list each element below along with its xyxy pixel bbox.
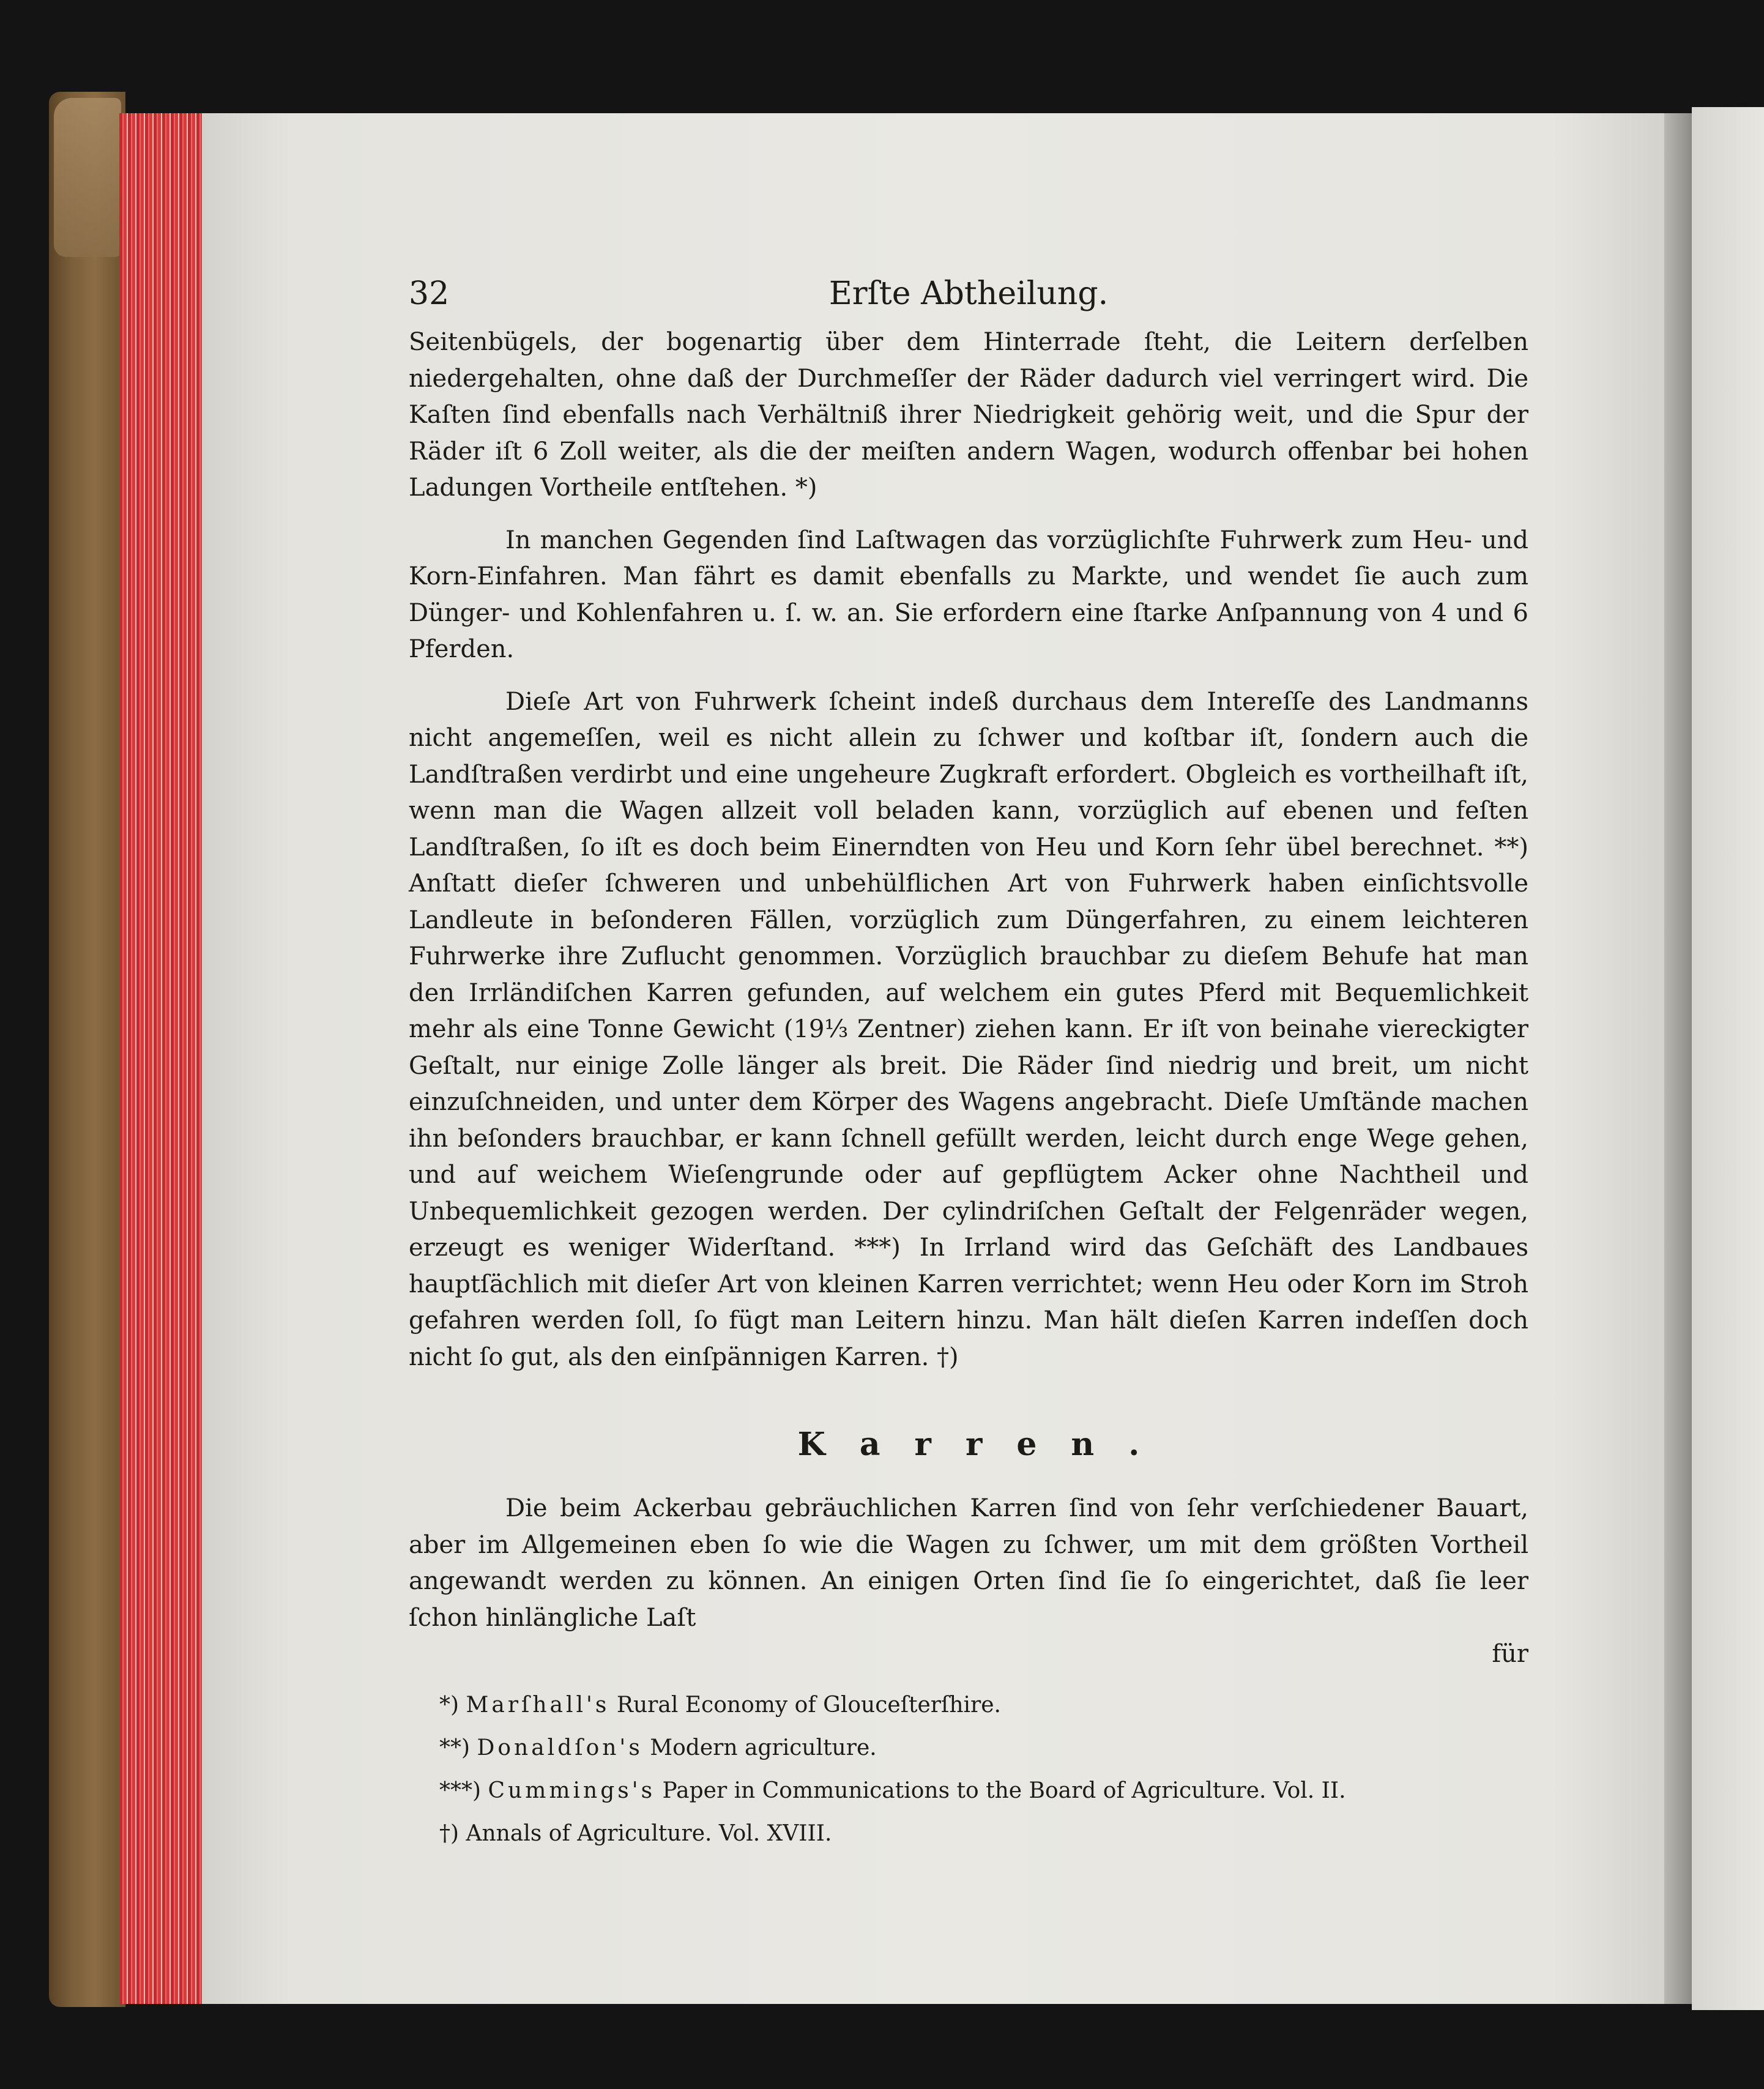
footnote-text: Paper in Communications to the Board of Agriculture. Vol. II. (662, 1778, 1346, 1803)
footnote-2 (439, 1727, 1528, 1770)
running-head: Erſte Abtheilung. (828, 275, 1109, 312)
footnote-mark: ***) (439, 1778, 482, 1803)
book-cover (49, 92, 125, 2007)
footnote-mark: **) (439, 1735, 471, 1760)
footnote-4 (439, 1812, 1528, 1855)
paragraph-2: In manchen Gegenden ſind Laſtwagen das vorzüglichſte Fuhrwerk zum Heu- und Korn-Einfahren. Man fährt es damit ebenfalls zu Markte, und wendet ſie auch zum Dünger- und Kohlenfahren u. ſ. w. an. Sie erfordern eine ſtarke Anſpannung von 4 und 6 Pferden. (409, 526, 1528, 663)
footnotes (409, 1684, 1528, 1855)
page-header (409, 275, 1528, 324)
paragraph-3: Dieſe Art von Fuhrwerk ſcheint indeß durchaus dem Intereſſe des Landmanns nicht angemeſſen, weil es nicht allein zu ſchwer und koſtbar iſt, ſondern auch die Landſtraßen verdirbt und eine ungeheure Zugkraft erfordert. Obgleich es vortheilhaft iſt, wenn man die Wagen allzeit voll beladen kann, vorzüglich auf ebenen und feſten Landſtraßen, ſo iſt es doch beim Einerndten von Heu und Korn ſehr übel berechnet. **) Anſtatt dieſer ſchweren und unbehülflichen Art von Fuhrwerk haben einſichtsvolle Landleute in beſonderen Fällen, vorzüglich zum Düngerfahren, zu einem leichteren Fuhrwerke ihre Zuflucht genommen. Vorzüglich brauchbar zu dieſem Behufe hat man den Irrländiſchen Karren gefunden, auf welchem ein gutes Pferd mit Bequemlichkeit mehr als eine Tonne Gewicht (19⅓ Zentner) ziehen kann. Er iſt von beinahe viereckigter Geſtalt, nur einige Zolle länger als breit. Die Räder ſind niedrig und breit, um nicht einzuſchneiden, und unter dem Körper des Wagens angebracht. Dieſe Umſtände machen ihn beſonders brauchbar, er kann ſchnell gefüllt werden, leicht durch enge Wege gehen, und auf weichem Wieſengrunde oder auf gepflügtem Acker ohne Nachtheil und Unbequemlichkeit gezogen werden. Der cylindriſchen Geſtalt der Felgenräder wegen, erzeugt es weniger Widerſtand. ***) In Irrland wird das Geſchäft des Landbaues hauptſächlich mit dieſer Art von kleinen Karren verrichtet; wenn Heu oder Korn im Stroh gefahren werden ſoll, ſo fügt man Leitern hinzu. Man hält dieſen Karren indeſſen doch nicht ſo gut, als den einſpännigen Karren. †) (409, 687, 1528, 1371)
footnote-text: Rural Economy of Glouceſterſhire. (616, 1692, 1001, 1718)
footnote-mark: *) (439, 1692, 460, 1718)
gutter-shadow (1664, 113, 1692, 2004)
paragraph-1: Seitenbügels, der bogenartig über dem Hinterrade ſteht, die Leitern derſelben niedergehalten, ohne daß der Durchmeſſer der Räder dadurch viel verringert wird. Die Kaſten ſind ebenfalls nach Verhältniß ihrer Niedrigkeit gehörig weit, und die Spur der Räder iſt 6 Zoll weiter, als die der meiſten andern Wagen, wodurch offenbar bei hohen Ladungen Vortheile entſtehen. *) (409, 328, 1528, 502)
footnote-author: Marſhall's (466, 1692, 610, 1718)
section-title: Karren. (797, 1426, 1174, 1463)
page-number: 32 (409, 275, 450, 312)
red-page-edges (119, 113, 211, 2004)
footnote-author: Cummings's (488, 1778, 656, 1803)
footnote-author: Donaldſon's (477, 1735, 643, 1760)
cover-damage (54, 98, 121, 257)
footnote-mark: †) (439, 1820, 460, 1846)
footnote-1 (439, 1684, 1528, 1727)
footnote-3 (439, 1770, 1528, 1812)
footnote-text: Annals of Agriculture. Vol. XVIII. (466, 1820, 832, 1846)
footnote-text: Modern agriculture. (650, 1735, 877, 1760)
catchword: für (1492, 1640, 1528, 1668)
section-paragraph: Die beim Ackerbau gebräuchlichen Karren ſind von ſehr verſchiedener Bauart, aber im Allgemeinen eben ſo wie die Wagen zu ſchwer, um mit dem größten Vortheil angewandt werden zu können. An einigen Orten ſind ſie ſo eingerichtet, daß ſie leer ſchon hinlängliche Laſt (409, 1494, 1528, 1632)
facing-page-edge (1692, 107, 1764, 2010)
page-content (409, 275, 1528, 1855)
